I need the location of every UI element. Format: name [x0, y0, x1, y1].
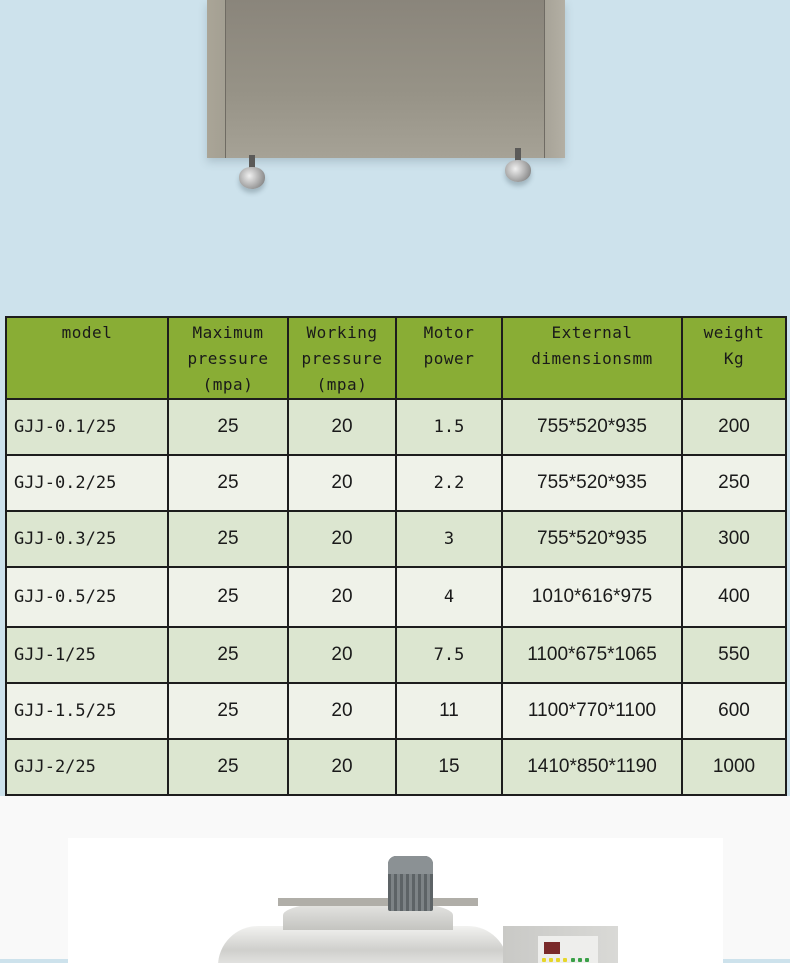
header-label: dimensionsmm: [531, 349, 653, 368]
cell-max-pressure: 25: [168, 567, 288, 627]
cell-model: GJJ-0.5/25: [6, 567, 168, 627]
cell-working-pressure: 20: [288, 627, 396, 683]
cell-weight: 200: [682, 399, 786, 455]
cell-dimensions: 755*520*935: [502, 399, 682, 455]
header-label: pressure: [187, 349, 269, 368]
cell-working-pressure: 20: [288, 739, 396, 795]
cell-max-pressure: 25: [168, 683, 288, 739]
cell-max-pressure: 25: [168, 739, 288, 795]
header-label: (mpa): [202, 375, 254, 394]
cell-motor-power: 2.2: [396, 455, 502, 511]
tank-body: [218, 926, 508, 963]
header-label: pressure: [301, 349, 383, 368]
cell-motor-power: 15: [396, 739, 502, 795]
leveling-foot-right: [503, 148, 533, 188]
cell-dimensions: 1010*616*975: [502, 567, 682, 627]
tank-rail: [278, 898, 478, 906]
header-motor-power: [396, 317, 502, 399]
table-row: [6, 455, 786, 511]
cell-max-pressure: 25: [168, 399, 288, 455]
leveling-foot-left: [237, 155, 267, 195]
header-external-dimensions: [502, 317, 682, 399]
cell-weight: 300: [682, 511, 786, 567]
cell-model: GJJ-0.3/25: [6, 511, 168, 567]
header-label: Kg: [723, 349, 745, 368]
table-row: [6, 511, 786, 567]
cell-model: GJJ-0.2/25: [6, 455, 168, 511]
cell-weight: 400: [682, 567, 786, 627]
cell-motor-power: 3: [396, 511, 502, 567]
cell-working-pressure: 20: [288, 511, 396, 567]
cell-dimensions: 1100*770*1100: [502, 683, 682, 739]
cell-motor-power: 7.5: [396, 627, 502, 683]
header-label: External: [551, 323, 633, 342]
cell-weight: 600: [682, 683, 786, 739]
table-header-row: [6, 317, 786, 399]
cell-model: GJJ-1/25: [6, 627, 168, 683]
table-row: [6, 567, 786, 627]
table-row: [6, 739, 786, 795]
cell-working-pressure: 20: [288, 455, 396, 511]
cell-dimensions: 755*520*935: [502, 455, 682, 511]
motor-cap: [388, 856, 433, 874]
cell-weight: 250: [682, 455, 786, 511]
cell-max-pressure: 25: [168, 455, 288, 511]
product-photo-tank: [68, 838, 723, 963]
table-row: [6, 683, 786, 739]
header-label: Motor: [423, 323, 475, 342]
cell-working-pressure: 20: [288, 567, 396, 627]
cell-working-pressure: 20: [288, 683, 396, 739]
bottom-section: [0, 796, 790, 959]
cabinet-body: [207, 0, 565, 158]
cell-max-pressure: 25: [168, 511, 288, 567]
cell-dimensions: 1410*850*1190: [502, 739, 682, 795]
header-label: model: [61, 323, 113, 342]
cell-weight: 1000: [682, 739, 786, 795]
header-model: [6, 317, 168, 399]
cell-model: GJJ-1.5/25: [6, 683, 168, 739]
header-label: Maximum: [192, 323, 264, 342]
digital-display-icon: [544, 942, 560, 954]
header-weight: [682, 317, 786, 399]
cell-working-pressure: 20: [288, 399, 396, 455]
header-working-pressure: [288, 317, 396, 399]
cell-model: GJJ-0.1/25: [6, 399, 168, 455]
table-row: [6, 399, 786, 455]
spec-table: [5, 316, 787, 796]
cell-weight: 550: [682, 627, 786, 683]
header-label: power: [423, 349, 475, 368]
table-row: [6, 627, 786, 683]
header-label: weight: [703, 323, 765, 342]
product-photo-cabinet: [0, 0, 790, 312]
header-label: Working: [306, 323, 378, 342]
cell-max-pressure: 25: [168, 627, 288, 683]
cabinet-door-panel: [225, 0, 545, 158]
cell-dimensions: 1100*675*1065: [502, 627, 682, 683]
header-max-pressure: [168, 317, 288, 399]
cell-motor-power: 4: [396, 567, 502, 627]
cell-motor-power: 1.5: [396, 399, 502, 455]
cell-motor-power: 11: [396, 683, 502, 739]
cell-model: GJJ-2/25: [6, 739, 168, 795]
cell-dimensions: 755*520*935: [502, 511, 682, 567]
header-label: (mpa): [316, 375, 368, 394]
